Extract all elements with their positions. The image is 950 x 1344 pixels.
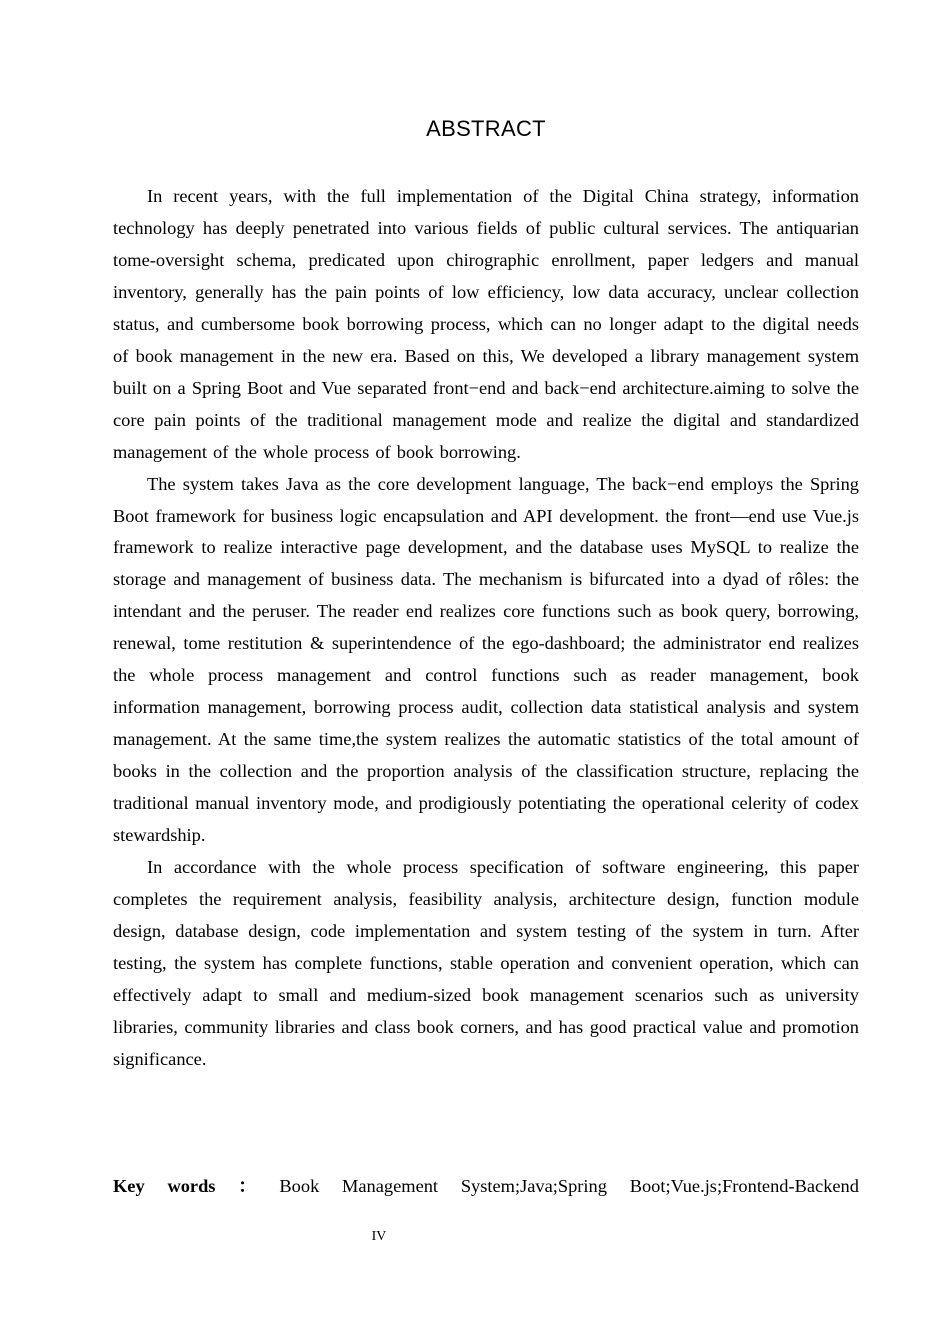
abstract-title: ABSTRACT <box>426 116 546 141</box>
abstract-paragraph-1: In recent years, with the full implementation of the Digital China strategy, information technology has deeply penetrated into various fields of public cultural services. The antiquarian tome-oversight schema, predicated upon chirographic enrollment, paper ledgers and manual inventory, generally has the pain points of low efficiency, low data accuracy, unclear collection status, and cumbersome book borrowing process, which can no longer adapt to the digital needs of book management in the new era. Based on this, We developed a library management system built on a Spring Boot and Vue separated front−end and back−end architecture.aiming to solve the core pain points of the traditional management mode and realize the digital and standardized management of the whole process of book borrowing. <box>113 186 859 462</box>
keyword-term: Book <box>279 1176 320 1196</box>
abstract-body <box>113 181 859 1076</box>
abstract-paragraph-3: In accordance with the whole process specification of software engineering, this paper completes the requirement analysis, feasibility analysis, architecture design, function module design, database design, code implementation and system testing of the system in turn. After testing, the system has complete functions, stable operation and convenient operation, which can effectively adapt to small and medium-sized book management scenarios such as university libraries, community libraries and class book corners, and has good practical value and promotion significance. <box>113 857 859 1069</box>
abstract-paragraph-2: The system takes Java as the core development language, The back−end employs the Spring Boot framework for business logic encapsulation and API development. the front—end use Vue.js framework to realize interactive page development, and the database uses MySQL to realize the storage and management of business data. The mechanism is bifurcated into a dyad of rôles: the intendant and the peruser. The reader end realizes core functions such as book query, borrowing, renewal, tome restitution & superintendence of the ego-dashboard; the administrator end realizes the whole process management and control functions such as reader management, book information management, borrowing process audit, collection data statistical analysis and system management. At the same time,the system realizes the automatic statistics of the total amount of books in the collection and the proportion analysis of the classification structure, replacing the traditional manual inventory mode, and prodigiously potentiating the operational celerity of codex stewardship. <box>113 473 859 846</box>
keyword-term: System;Java;Spring <box>460 1176 607 1196</box>
keyword-term: Management <box>342 1176 439 1196</box>
keywords-separator: ： <box>238 1176 257 1196</box>
keywords-label-words: words <box>167 1176 216 1196</box>
page-number: IV <box>371 1229 387 1244</box>
keyword-term: Boot;Vue.js;Frontend-Backend <box>629 1176 859 1196</box>
keywords-label-key: Key <box>113 1176 145 1196</box>
keywords-line <box>113 1171 859 1203</box>
